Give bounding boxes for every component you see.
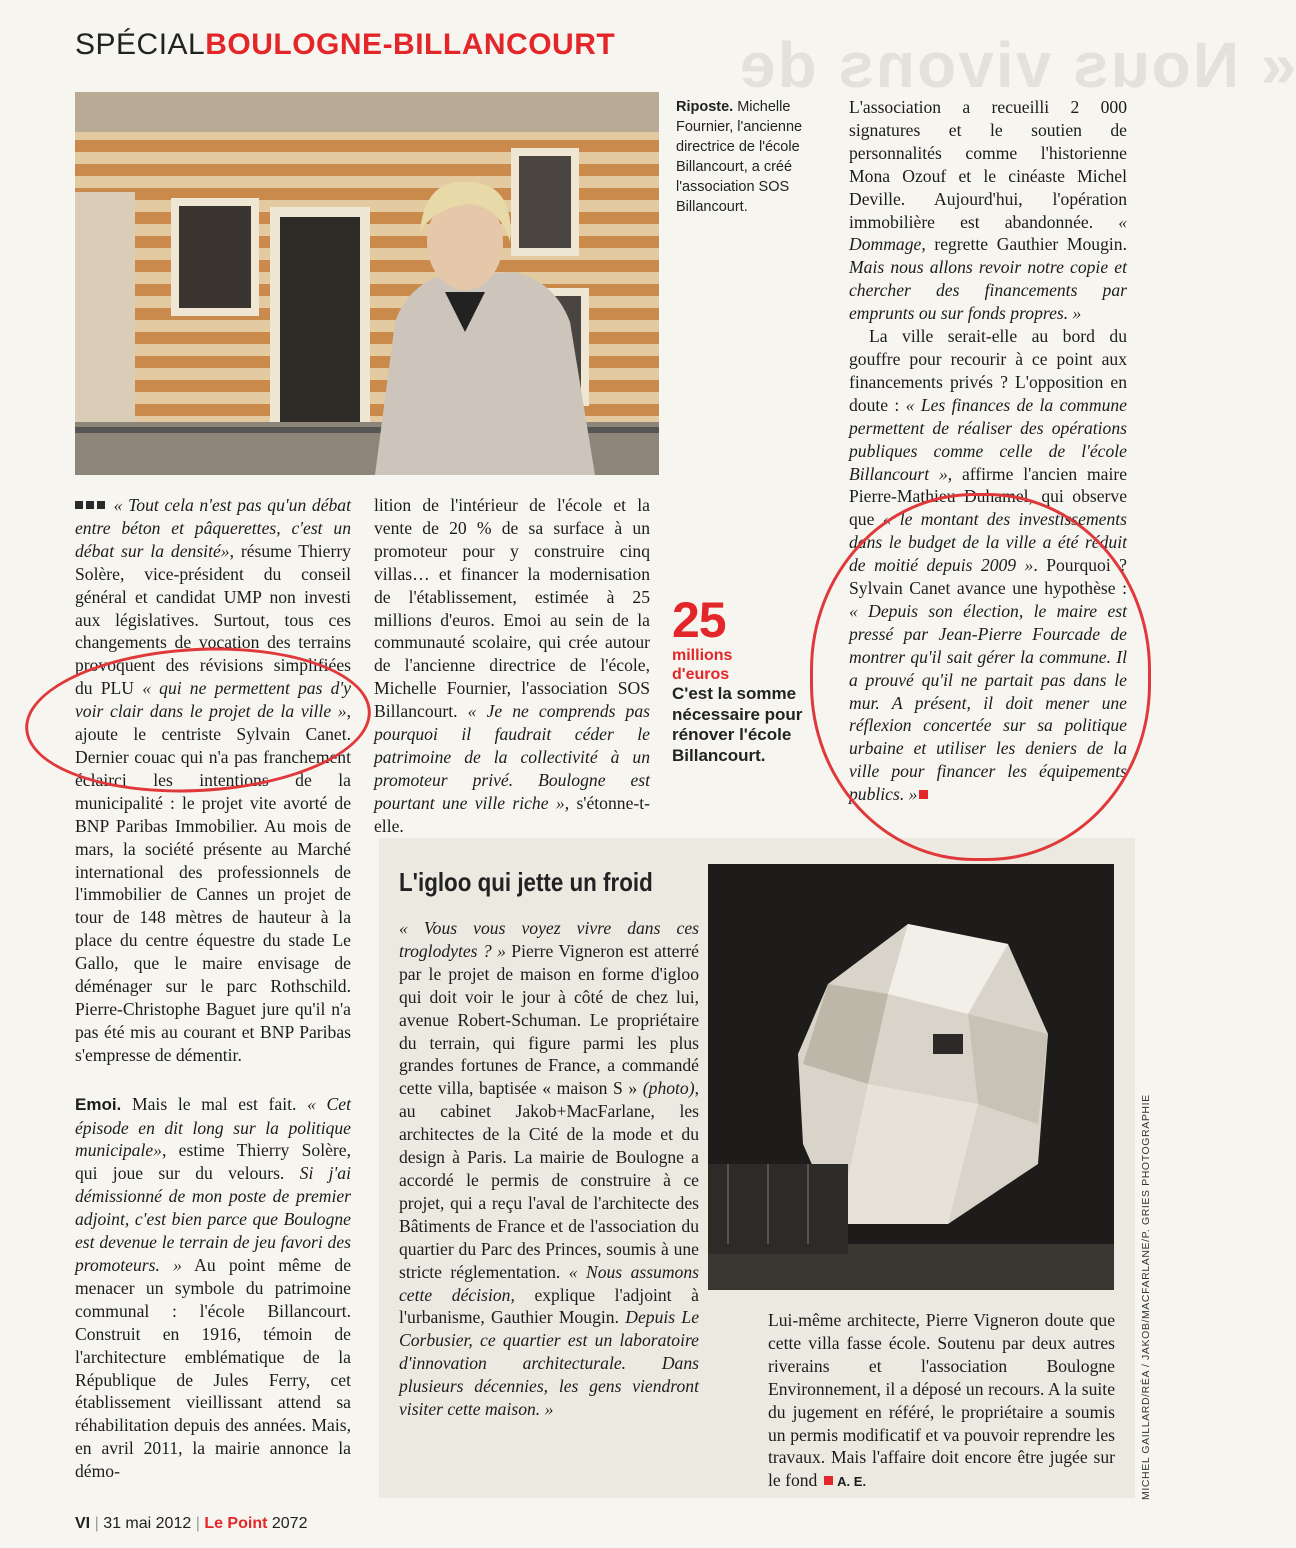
end-mark-icon: [824, 1476, 833, 1485]
col3-text: regrette Gauthier Mougin.: [925, 234, 1127, 255]
col3-text: , affirme l'ancien maire Pierre-Mathieu Duhamel, qui observe que: [849, 463, 1128, 530]
col2-paragraph: [374, 494, 650, 838]
box-signature: A. E.: [837, 1474, 867, 1490]
end-mark-icon: [919, 790, 928, 799]
col1-quote: « qui ne permettent pas d'y voir clair dans le projet de la ville »: [75, 678, 351, 722]
col1-quote: « Cet épisode en dit long sur la politique municipale»: [75, 1093, 351, 1161]
col3-quote: « le montant des investissements dans le budget de la ville a été réduit de moitié depuis 2009 »: [849, 509, 1127, 576]
col1-paragraph-2: [75, 1093, 351, 1483]
col2-quote: « Je ne comprends pas pourquoi il faudrait céder le patrimoine de la collectivité à un promoteur privé. Boulogne est pourtant une ville riche »: [374, 701, 650, 813]
caption-text: Michelle Fournier, l'ancienne directrice de l'école Billancourt, a créé l'association SOS Billancourt.: [676, 99, 803, 215]
col3-quote: « Les finances de la commune permettent de réaliser des opérations publiques comme celle de l'école Billancourt »: [849, 394, 1127, 484]
box-title: L'igloo qui jette un froid: [399, 867, 653, 897]
igloo-illustration: [708, 864, 1114, 1290]
section-header: [75, 27, 615, 63]
subhead-emoi: Emoi.: [75, 1094, 122, 1114]
header-special: SPÉCIAL: [75, 28, 206, 61]
col1-text: Mais le mal est fait.: [121, 1093, 308, 1114]
stat-number: 25: [672, 592, 726, 648]
box-text: Lui-même architecte, Pierre Vigneron doute que cette villa fasse école. Soutenu par deux autres riverains et l'association Boulogne Environnement, il a déposé un recours. A la suite du jugement en référé, le propriétaire a soumis un permis modificatif et va pouvoir reprendre les travaux. Mais l'affaire doit encore être jugée sur le fond: [768, 1310, 1115, 1491]
article-column-2: [374, 494, 650, 838]
col3-text: . Pourquoi ? Sylvain Canet avance une hypothèse :: [849, 555, 1127, 599]
col1-text: , estime Thierry Solère, qui joue sur du velours.: [75, 1140, 351, 1184]
page-number: VI: [75, 1515, 91, 1532]
col2-text: , s'étonne-t-elle.: [374, 792, 650, 836]
col1-text: , résume Thierry Solère, vice-président du conseil général et candidat UMP non investi aux législatives. Surtout, tous ces changements de vocation des terrains provoquent des révisions simplifiées du PLU: [75, 540, 351, 699]
caption-lead: Riposte.: [676, 99, 734, 115]
col3-text: L'association a recueilli 2 000 signatures et le soutien de personnalités comme l'historienne Mona Ozouf et le cinéaste Michel Deville. Aujourd'hui, l'opération immobilière est abandonnée.: [849, 97, 1127, 232]
box-quote: « Vous vous voyez vivre dans ces troglodytes ? »: [399, 918, 699, 961]
box-text-1: [399, 917, 699, 1421]
col3-quote: « Depuis son élection, le maire est pressé par Jean-Pierre Fourcade de montrer qu'il sait gérer la commune. Il a prouvé qu'il ne partait pas dans le mur. A présent, il doit mener une réflexion concertée sur sa politique urbaine et utiliser les deniers de la ville pour financer les équipements publics. »: [849, 600, 1127, 805]
photo-michelle-fournier: [75, 92, 659, 475]
issue-date: 31 mai 2012: [103, 1515, 192, 1532]
col3-text: La ville serait-elle au bord du gouffre pour recourir à ce point aux financements privés ? L'opposition en doute :: [849, 326, 1127, 415]
col2-text: lition de l'intérieur de l'école et la vente de 20 % de sa surface à un promoteur pour y construire cinq villas… et financer la modernisation de l'établissement, estimée à 25 millions d'euros. Emoi au sein de la communauté scolaire, qui crée autour de l'ancienne directrice de l'école, Michelle Fournier, l'association SOS Billancourt.: [374, 495, 650, 722]
magazine-name: Le Point: [204, 1515, 268, 1532]
col3-paragraph-2: [849, 325, 1127, 806]
box-text: Pierre Vigneron est atterré par le projet de maison en forme d'igloo qui doit voir le jour à côté de chez lui, avenue Robert-Schuman. Le propriétaire du terrain, qui figure parmi les plus grandes fortunes de France, a commandé cette villa, baptisée « maison S »: [399, 940, 699, 1099]
stat-unit: millions d'euros: [672, 647, 733, 683]
sidebar-box-igloo: [379, 838, 1135, 1498]
col1-quote: Si j'ai démissionné de mon poste de premier adjoint, c'est bien parce que Boulogne est devenue le terrain de jeu favori des promoteurs. »: [75, 1163, 351, 1275]
stat-text: C'est la somme nécessaire pour rénover l'école Billancourt.: [672, 684, 803, 765]
photo-illustration: [75, 92, 659, 475]
box-quote: Depuis Le Corbusier, ce quartier est un laboratoire d'innovation architecturale. Dans plusieurs décennies, les gens viendront visiter cette maison. »: [399, 1307, 700, 1420]
box-text: explique l'adjoint à l'urbanisme, Gauthier Mougin.: [399, 1284, 699, 1328]
box-quote: « Nous assumons cette décision,: [399, 1261, 699, 1305]
article-column-1: [75, 494, 351, 1483]
ghost-headline: « Nous vivons de: [738, 29, 1296, 101]
col1-text: Au point même de menacer un symbole du patrimoine communal : l'école Billancourt. Construit en 1916, témoin de l'architecture emblématique de la République de Jules Ferry, cet établissement vieillissant attend sa réhabilitation depuis des années. Mais, en avril 2011, la mairie annonce la démo-: [75, 1255, 352, 1482]
photo-caption: [676, 97, 816, 217]
box-text-2: [768, 1309, 1115, 1494]
page-footer: VI | 31 mai 2012 | Le Point 2072: [75, 1515, 308, 1532]
stat-callout: [672, 594, 832, 766]
col1-text: , ajoute le centriste Sylvain Canet. Dernier couac qui n'a pas franchement éclairci les intentions de la municipalité : le projet vite avorté de BNP Paribas Immobilier. Au mois de mars, la société présente au Marché international des professionnels de l'immobilier de Cannes un projet de tour de 148 mètres de hauteur à la place du centre équestre du stade Le Gallo, que le maire envisage de déménager sur le parc Rothschild. Pierre-Christophe Baguet jure qu'il n'a pas été mis au courant et BNP Paribas s'empresse de démentir.: [75, 701, 351, 1065]
issue-number: 2072: [271, 1515, 308, 1532]
photo-credit: MICHEL GAILLARD/RÉA / JAKOB/MACFARLANE/P. GRIES PHOTOGRAPHIE: [1140, 1094, 1152, 1500]
col3-quote: « Dommage,: [849, 211, 1127, 255]
col3-paragraph-1: [849, 96, 1127, 325]
article-column-3: [849, 96, 1127, 806]
lead-squares-icon: [75, 495, 108, 515]
header-city: BOULOGNE-BILLANCOURT: [205, 28, 616, 61]
box-text-italic: (photo): [642, 1078, 695, 1099]
box-text: , au cabinet Jakob+MacFarlane, les architectes de la Cité de la mode et du design à Paris. La mairie de Boulogne a accordé le permis de construire à ce projet, qui a reçu l'aval de l'architecte des Bâtiments de France et de l'association du quartier du Parc des Princes, soumis à une stricte réglementation.: [399, 1078, 699, 1282]
col3-quote: Mais nous allons revoir notre copie et chercher des financements par emprunts ou sur fonds propres. »: [849, 257, 1127, 324]
col1-quote: « Tout cela n'est pas qu'un débat entre béton et pâquerettes, c'est un débat sur la densité»: [75, 495, 351, 561]
col1-paragraph-1: [75, 494, 351, 1067]
maison-s-igloo-photo: [708, 864, 1114, 1290]
